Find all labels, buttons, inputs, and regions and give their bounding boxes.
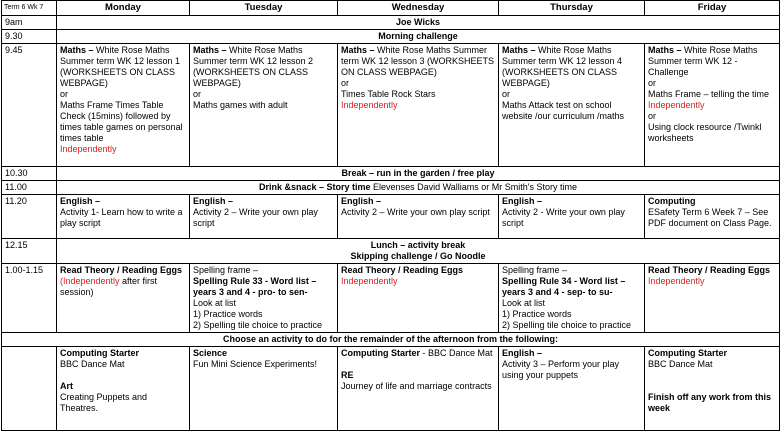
lunch-cell: Lunch – activity break Skipping challenge / Go Noodle — [57, 239, 780, 264]
maths-friday: Maths – White Rose Maths Summer term WK 12 - Challenge or Maths Frame – telling the time Independently or Using clock resource /Twinkl worksheets — [645, 44, 780, 167]
maths-thursday: Maths – White Rose Maths Summer term WK 12 lesson 4 (WORKSHEETS ON CLASS WEBPAGE) or Maths Attack test on school website /our curriculum /maths — [499, 44, 645, 167]
spelling-thursday: Spelling frame – Spelling Rule 34 - Word list – years 3 and 4 - sep- to su- Look at list 1) Practice words 2) Spelling tile choice to practice — [499, 264, 645, 333]
maths-monday: Maths – White Rose Maths Summer term WK 12 lesson 1 (WORKSHEETS ON CLASS WEBPAGE) or Maths Frame Times Table Check (15mins) followed by times table games on personal times table Independently — [57, 44, 190, 167]
spelling-tuesday: Spelling frame – Spelling Rule 33 - Word list – years 3 and 4 - pro- to sen- Look at list 1) Practice words 2) Spelling tile choice to practice — [190, 264, 338, 333]
computing-friday: Computing ESafety Term 6 Week 7 – See PDF document on Class Page. — [645, 195, 780, 239]
reading-monday: Read Theory / Reading Eggs (Independently after first session) — [57, 264, 190, 333]
row-945-maths — [2, 44, 780, 167]
row-1215 — [2, 239, 780, 264]
time-cell: 9.45 — [2, 44, 57, 167]
maths-tuesday: Maths – White Rose Maths Summer term WK 12 lesson 2 (WORKSHEETS ON CLASS WEBPAGE) or Maths games with adult — [190, 44, 338, 167]
time-cell: 10.30 — [2, 167, 57, 181]
empty-time-cell — [2, 347, 57, 431]
maths-wednesday: Maths – White Rose Maths Summer term WK 12 lesson 3 (WORKSHEETS ON CLASS WEBPAGE) or Times Table Rock Stars Independently — [338, 44, 499, 167]
afternoon-monday: Computing Starter BBC Dance Mat Art Creating Puppets and Theatres. — [57, 347, 190, 431]
joe-wicks-cell: Joe Wicks — [57, 16, 780, 30]
afternoon-tuesday: Science Fun Mini Science Experiments! — [190, 347, 338, 431]
afternoon-friday: Computing Starter BBC Dance Mat Finish off any work from this week — [645, 347, 780, 431]
day-header-friday: Friday — [645, 1, 780, 16]
reading-wednesday: Read Theory / Reading Eggs Independently — [338, 264, 499, 333]
english-tuesday: English – Activity 2 – Write your own play script — [190, 195, 338, 239]
row-afternoon — [2, 347, 780, 431]
row-1030 — [2, 167, 780, 181]
timetable — [1, 0, 780, 431]
term-week-label: Term 6 Wk 7 — [2, 1, 57, 16]
english-monday: English – Activity 1- Learn how to write a play script — [57, 195, 190, 239]
time-cell: 9.30 — [2, 30, 57, 44]
english-wednesday: English – Activity 2 – Write your own play script — [338, 195, 499, 239]
row-1100 — [2, 181, 780, 195]
day-header-tuesday: Tuesday — [190, 1, 338, 16]
morning-challenge-cell: Morning challenge — [57, 30, 780, 44]
time-cell: 12.15 — [2, 239, 57, 264]
day-header-monday: Monday — [57, 1, 190, 16]
row-9am — [2, 16, 780, 30]
drink-snack-cell: Drink &snack – Story time Elevenses David Walliams or Mr Smith's Story time — [57, 181, 780, 195]
time-cell: 9am — [2, 16, 57, 30]
time-cell: 11.00 — [2, 181, 57, 195]
row-1120-english — [2, 195, 780, 239]
choose-activity-cell: Choose an activity to do for the remainder of the afternoon from the following: — [2, 333, 780, 347]
time-cell: 11.20 — [2, 195, 57, 239]
header-row — [2, 1, 780, 16]
break-cell: Break – run in the garden / free play — [57, 167, 780, 181]
time-cell: 1.00-1.15 — [2, 264, 57, 333]
reading-friday: Read Theory / Reading Eggs Independently — [645, 264, 780, 333]
row-100-reading — [2, 264, 780, 333]
row-930 — [2, 30, 780, 44]
row-choose — [2, 333, 780, 347]
english-thursday: English – Activity 2 - Write your own play script — [499, 195, 645, 239]
day-header-wednesday: Wednesday — [338, 1, 499, 16]
afternoon-wednesday: Computing Starter - BBC Dance Mat RE Journey of life and marriage contracts — [338, 347, 499, 431]
day-header-thursday: Thursday — [499, 1, 645, 16]
afternoon-thursday: English – Activity 3 – Perform your play using your puppets — [499, 347, 645, 431]
